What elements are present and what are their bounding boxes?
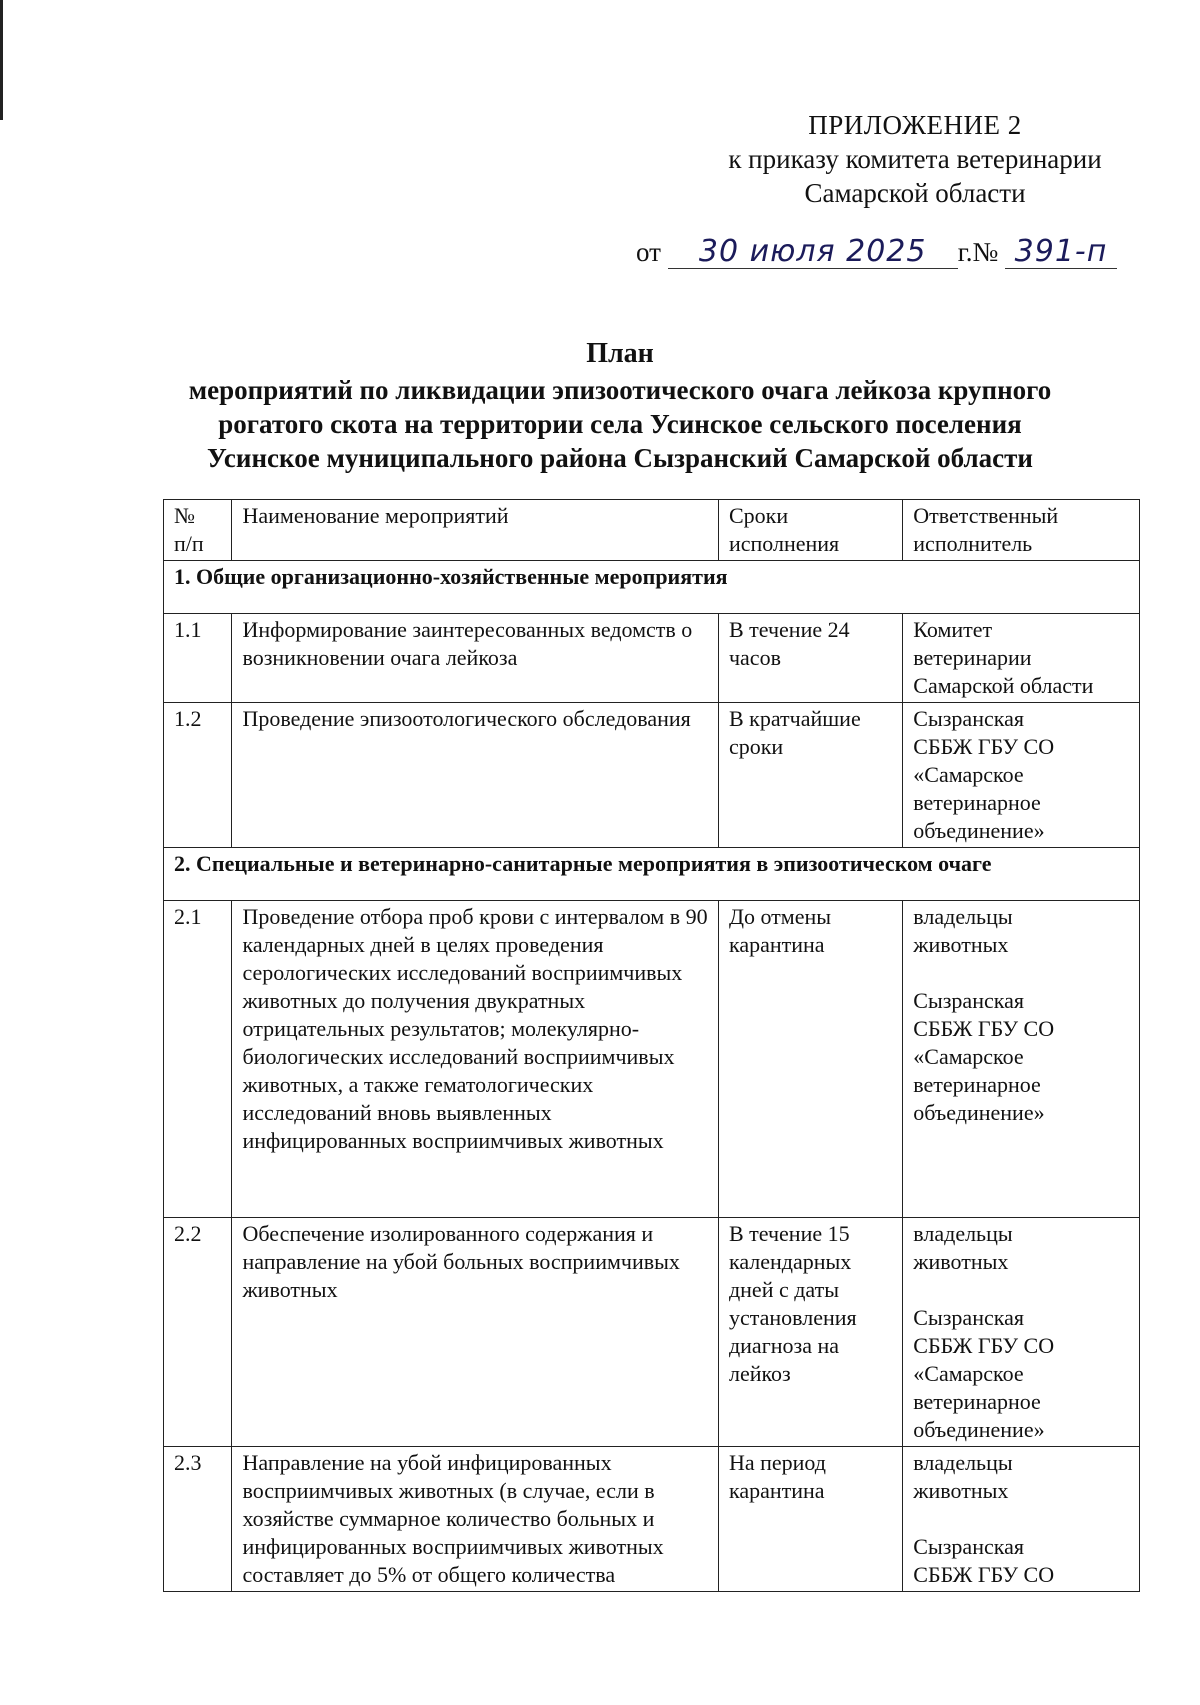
resp-line: Самарской области (913, 673, 1094, 698)
appendix-header (690, 108, 1140, 210)
resp-gap (913, 1276, 1132, 1304)
appendix-order-ref: к приказу комитета ветеринарии (728, 144, 1102, 174)
table-row (164, 614, 1140, 703)
row-name: Информирование заинтересованных ведомств о возникновении очага лейкоза (232, 614, 718, 703)
row-number: 2.3 (164, 1447, 232, 1592)
resp-line: владельцы (913, 904, 1013, 929)
row-term: На период карантина (718, 1447, 902, 1592)
resp-line: ветеринарное (913, 1072, 1041, 1097)
row-name: Обеспечение изолированного содержания и направление на убой больных восприимчивых животных (232, 1218, 718, 1447)
plan-table (163, 499, 1140, 1592)
resp-line: СББЖ ГБУ СО (913, 1016, 1055, 1041)
plan-title-main: План (586, 338, 654, 369)
resp-line: объединение» (913, 1417, 1045, 1442)
section-title-2: 2. Специальные и ветеринарно-санитарные мероприятия в эпизоотическом очаге (164, 848, 1140, 901)
row-name: Проведение отбора проб крови с интервалом в 90 календарных дней в целях проведения серологических исследований восприимчивых животных до получения двукратных отрицательных результатов; молекулярно-биологических исследований восприимчивых животных, а также гематологических исследований вновь выявленных инфицированных восприимчивых животных (232, 901, 718, 1218)
section-row-1 (164, 561, 1140, 614)
header-term-line2: исполнения (728, 531, 840, 556)
resp-gap (913, 1505, 1132, 1533)
row-number: 2.1 (164, 901, 232, 1218)
table-row (164, 703, 1140, 848)
row-term: В кратчайшие сроки (718, 703, 902, 848)
order-date-handwritten: 30 июля 2025 (668, 236, 958, 269)
row-responsible (903, 901, 1140, 1218)
section-title-1: 1. Общие организационно-хозяйственные мероприятия (164, 561, 1140, 614)
row-responsible (903, 1218, 1140, 1447)
resp-line: Сызранская (913, 988, 1024, 1013)
row-name: Направление на убой инфицированных восприимчивых животных (в случае, если в хозяйстве суммарное количество больных и инфицированных восприимчивых животных составляет до 5% от общего количества (232, 1447, 718, 1592)
row-term: В течение 15 календарных дней с даты установления диагноза на лейкоз (718, 1218, 902, 1447)
resp-line: Комитет (913, 617, 993, 642)
resp-line: животных (913, 1249, 1009, 1274)
resp-line: «Самарское (913, 762, 1024, 787)
resp-line: «Самарское (913, 1361, 1024, 1386)
header-name: Наименование мероприятий (232, 500, 718, 561)
row-term: До отмены карантина (718, 901, 902, 1218)
order-number-label: № (972, 237, 999, 267)
table-row (164, 1218, 1140, 1447)
resp-gap (913, 959, 1132, 987)
resp-line: ветеринарии (913, 645, 1032, 670)
resp-line: ветеринарное (913, 1389, 1041, 1414)
row-term: В течение 24 часов (718, 614, 902, 703)
resp-line: СББЖ ГБУ СО (913, 1562, 1055, 1587)
header-term (718, 500, 902, 561)
resp-line: Сызранская (913, 1534, 1024, 1559)
order-number-handwritten: 391-п (1005, 236, 1117, 269)
row-number: 2.2 (164, 1218, 232, 1447)
resp-line: СББЖ ГБУ СО (913, 1333, 1055, 1358)
scan-edge-mark (0, 0, 3, 120)
plan-title-line3: Усинское муниципального района Сызранский Самарской области (207, 443, 1033, 473)
resp-line: владельцы (913, 1450, 1013, 1475)
row-number: 1.2 (164, 703, 232, 848)
resp-line: объединение» (913, 1100, 1045, 1125)
resp-line: объединение» (913, 818, 1045, 843)
table-header-row (164, 500, 1140, 561)
plan-title (150, 337, 1090, 475)
row-responsible (903, 1447, 1140, 1592)
header-term-line1: Сроки (728, 503, 789, 528)
order-year-suffix: г. (957, 237, 973, 267)
resp-line: «Самарское (913, 1044, 1024, 1069)
row-name: Проведение эпизоотологического обследования (232, 703, 718, 848)
plan-title-line1: мероприятий по ликвидации эпизоотического очага лейкоза крупного (188, 375, 1052, 405)
plan-title-line2: рогатого скота на территории села Усинское сельского поселения (218, 409, 1022, 439)
header-resp-line1: Ответственный (913, 503, 1059, 528)
resp-line: ветеринарное (913, 790, 1041, 815)
resp-line: владельцы (913, 1221, 1013, 1246)
resp-line: СББЖ ГБУ СО (913, 734, 1055, 759)
row-responsible (903, 614, 1140, 703)
table-row (164, 901, 1140, 1218)
row-number: 1.1 (164, 614, 232, 703)
row-responsible (903, 703, 1140, 848)
resp-line: животных (913, 932, 1009, 957)
resp-line: Сызранская (913, 706, 1024, 731)
header-number (164, 500, 232, 561)
table-row (164, 1447, 1140, 1592)
resp-line: Сызранская (913, 1305, 1024, 1330)
order-prefix: от (636, 237, 661, 267)
resp-line: животных (913, 1478, 1009, 1503)
header-number-line2: п/п (174, 531, 204, 556)
appendix-title: ПРИЛОЖЕНИЕ 2 (808, 110, 1022, 140)
order-line (636, 232, 1136, 272)
section-row-2 (164, 848, 1140, 901)
header-resp-line2: исполнитель (913, 531, 1033, 556)
header-responsible (903, 500, 1140, 561)
header-number-line1: № (174, 503, 195, 528)
appendix-region: Самарской области (804, 178, 1026, 208)
